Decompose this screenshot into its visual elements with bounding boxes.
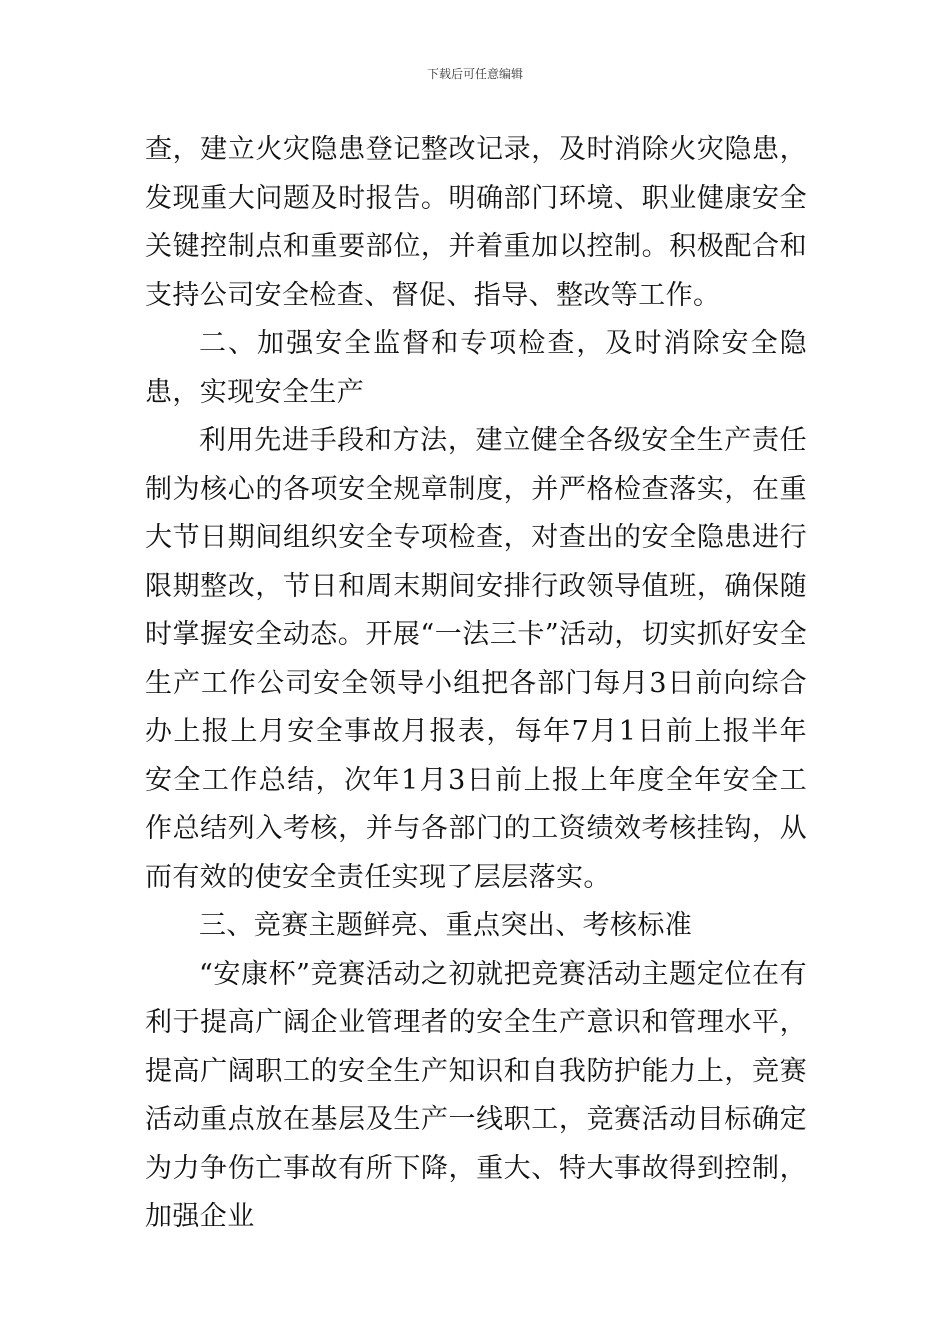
paragraph-section-2: 利用先进手段和方法，建立健全各级安全生产责任制为核心的各项安全规章制度，并严格检查落实，在重大节日期间组织安全专项检查，对查出的安全隐患进行限期整改，节日和周末期间安排行政领导值班，确保随时掌握安全动态。开展“一法三卡”活动，切实抓好安全生产工作公司安全领导小组把各部门每月3日前向综合办上报上月安全事故月报表，每年7月1日前上报半年安全工作总结，次年1月3日前上报上年度全年安全工作总结列入考核，并与各部门的工资绩效考核挂钩，从而有效的使安全责任实现了层层落实。 [145, 425, 807, 893]
paragraph-section-3: “安康杯”竞赛活动之初就把竞赛活动主题定位在有利于提高广阔企业管理者的安全生产意识和管理水平，提高广阔职工的安全生产知识和自我防护能力上，竞赛活动重点放在基层及生产一线职工，竞赛活动目标确定为力争伤亡事故有所下降，重大、特大事故得到控制，加强企业 [145, 958, 807, 1232]
paragraph-continuation: 查，建立火灾隐患登记整改记录，及时消除火灾隐患，发现重大问题及时报告。明确部门环境、职业健康安全关键控制点和重要部位，并着重加以控制。积极配合和支持公司安全检查、督促、指导、整改等工作。 [145, 134, 807, 311]
page-header-note: 下载后可任意编辑 [426, 67, 523, 81]
section-heading-2: 二、加强安全监督和专项检查，及时消除安全隐患，实现安全生产 [145, 328, 807, 408]
section-heading-3: 三、竞赛主题鲜亮、重点突出、考核标准 [199, 910, 693, 941]
document-body [145, 126, 807, 1242]
